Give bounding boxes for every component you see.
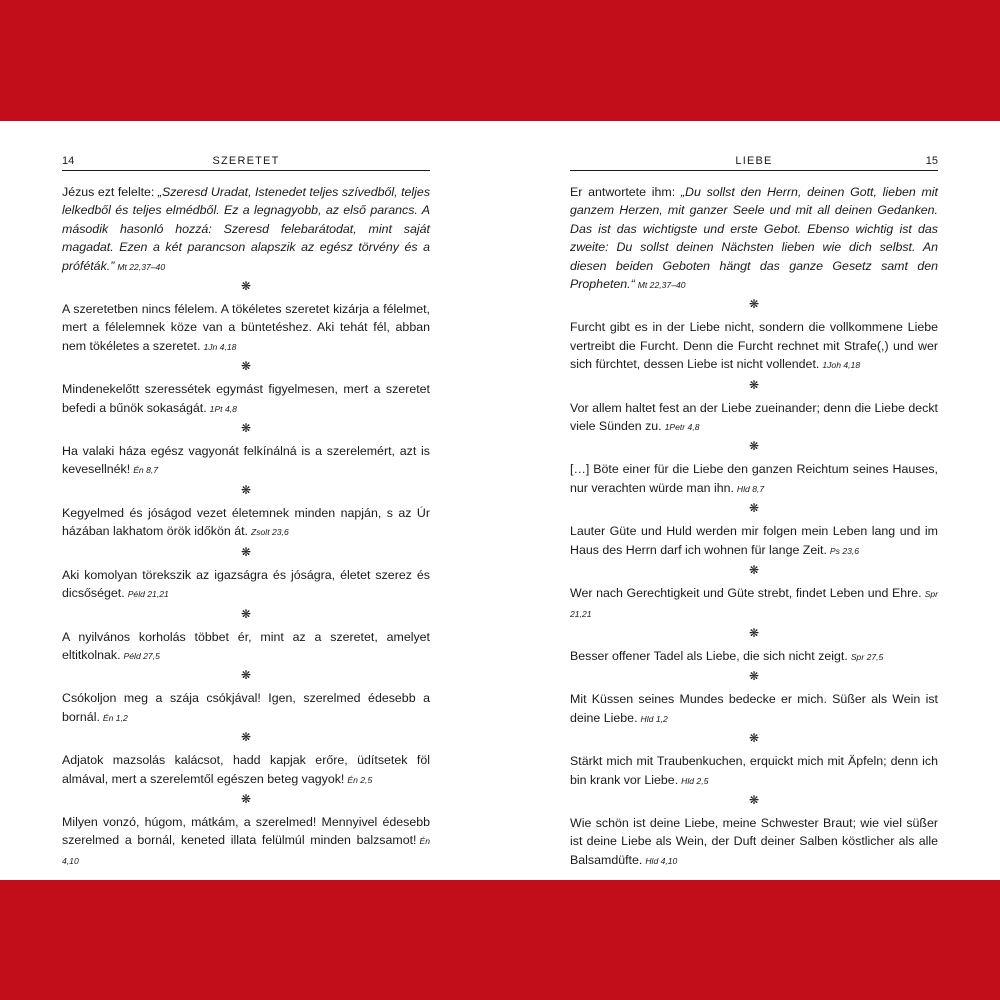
- verse-text: Wie schön ist deine Liebe, meine Schwester Braut; wie viel süßer ist deine Liebe als Wein, der Duft deiner Salben köstlicher als alle Balsamdüfte.: [570, 815, 938, 867]
- verse-text: A nyilvános korholás többet ér, mint az a szeretet, amelyet eltitkolnak.: [62, 629, 430, 662]
- verse-reference: 1Joh 4,18: [822, 360, 861, 371]
- verse-entry: [62, 628, 430, 666]
- verse-entry: [62, 442, 430, 480]
- verse-entry: [570, 584, 938, 623]
- separator-ornament-icon: ❋: [748, 669, 760, 684]
- verse-reference: Hld 8,7: [736, 483, 765, 494]
- verse-text: Milyen vonzó, húgom, mátkám, a szerelmed! Mennyivel édesebb szerelmed a bornál, keneted illata felülmúl minden balzsamot!: [62, 814, 430, 848]
- verse-reference: 1Petr 4,8: [664, 422, 700, 433]
- right-running-head: [570, 152, 938, 171]
- verse-entry: [570, 752, 938, 790]
- page-number: 15: [925, 155, 938, 167]
- verse-entry: [570, 522, 938, 560]
- verse-entry: [62, 183, 430, 276]
- separator-ornament-icon: ❋: [240, 730, 252, 745]
- verse-entry: [570, 399, 938, 437]
- verse-quote: „Du sollst den Herrn, deinen Gott, lieben mit ganzem Herzen, mit ganzer Seele und mit all deinen Gedanken. Das ist das wichtigste und erste Gebot. Ebenso wichtig ist das zweite: Du sollst deinen Nächsten lieben wie dich selbst. An diesen beiden Geboten hängt das ganze Gesetz samt den Propheten.“: [570, 185, 938, 292]
- verse-text: Er antwortete ihm:: [570, 185, 681, 199]
- separator-ornament-icon: ❋: [240, 359, 252, 374]
- verse-reference: Zsolt 23,6: [250, 527, 289, 538]
- separator-ornament-icon: ❋: [240, 544, 252, 559]
- separator-ornament-icon: ❋: [748, 625, 760, 640]
- verse-reference: Hld 1,2: [640, 713, 668, 724]
- verse-reference: Én 8,7: [133, 465, 159, 476]
- verse-entry: [62, 813, 430, 870]
- verse-entry: [570, 647, 938, 666]
- right-body-text: [570, 183, 938, 870]
- verse-reference: 1Jn 4,18: [203, 341, 237, 352]
- verse-text: Adjatok mazsolás kalácsot, hadd kapjak erőre, üdítsetek föl almával, mert a szerelemtől egészen beteg vagyok!: [62, 753, 430, 786]
- verse-reference: Hld 4,10: [645, 855, 678, 866]
- verse-entry: [570, 814, 938, 870]
- verse-text: Lauter Güte und Huld werden mir folgen mein Leben lang und im Haus des Herrn darf ich wohnen für lange Zeit.: [570, 524, 938, 557]
- verse-text: Vor allem haltet fest an der Liebe zueinander; denn die Liebe deckt viele Sünden zu.: [570, 400, 938, 434]
- verse-entry: [62, 504, 430, 542]
- verse-text: Mit Küssen seines Mundes bedecke er mich. Süßer als Wein ist deine Liebe.: [570, 692, 938, 725]
- verse-text: Mindenekelőtt szeressétek egymást figyelmesen, mert a szeretet befedi a bűnök sokaságát.: [62, 382, 430, 415]
- separator-ornament-icon: ❋: [748, 792, 760, 807]
- separator-ornament-icon: ❋: [240, 791, 252, 806]
- verse-entry: [62, 380, 430, 418]
- verse-text: Aki komolyan törekszik az igazságra és jóságra, életet szerez és dicsőséget.: [62, 567, 430, 601]
- separator-ornament-icon: ❋: [748, 731, 760, 746]
- verse-text: Csókoljon meg a szája csókjával! Igen, szerelmed édesebb a bornál.: [62, 691, 430, 724]
- right-page: [570, 152, 938, 870]
- separator-ornament-icon: ❋: [240, 279, 252, 294]
- separator-ornament-icon: ❋: [748, 297, 760, 312]
- verse-text: Kegyelmed és jóságod vezet életemnek minden napján, s az Úr házában lakhatom örök időkön át.: [62, 505, 430, 539]
- verse-entry: [62, 689, 430, 727]
- verse-entry: [62, 300, 430, 356]
- separator-ornament-icon: ❋: [240, 606, 252, 621]
- verse-entry: [570, 318, 938, 374]
- verse-entry: [62, 751, 430, 789]
- separator-ornament-icon: ❋: [748, 563, 760, 578]
- verse-reference: Spr 27,5: [850, 651, 884, 662]
- verse-entry: [62, 566, 430, 604]
- verse-text: A szeretetben nincs félelem. A tökéletes szeretet kizárja a félelmet, mert a félelemnek köze van a büntetéshez. Aki tehát fél, abban nem tökéletes a szeretet.: [62, 302, 430, 353]
- separator-ornament-icon: ❋: [748, 501, 760, 516]
- verse-reference: Ps 23,6: [829, 545, 860, 556]
- verse-reference: Én 4,10: [62, 836, 430, 866]
- left-body-text: [62, 183, 430, 870]
- verse-entry: [570, 183, 938, 294]
- verse-text: Ha valaki háza egész vagyonát felkínálná is a szerelemért, azt is kevesellnék!: [62, 444, 430, 477]
- top-red-band: [0, 0, 1000, 121]
- verse-text: […] Böte einer für die Liebe den ganzen Reichtum seines Hauses, nur verachten würde man ihn.: [570, 462, 938, 495]
- verse-reference: Mt 22,37–40: [637, 280, 686, 291]
- verse-text: Furcht gibt es in der Liebe nicht, sondern die vollkommene Liebe vertreibt die Furcht. Denn die Furcht rechnet mit Strafe(,) und wer sich fürchtet, dessen Liebe ist nicht vollendet.: [570, 320, 938, 372]
- page-number: 14: [62, 155, 75, 167]
- running-title: LIEBE: [735, 155, 773, 167]
- verse-reference: Én 2,5: [347, 774, 373, 785]
- separator-ornament-icon: ❋: [240, 668, 252, 683]
- separator-ornament-icon: ❋: [240, 421, 252, 436]
- verse-text: Besser offener Tadel als Liebe, die sich nicht zeigt.: [570, 648, 848, 663]
- verse-reference: Spr 21,21: [570, 589, 938, 619]
- verse-text: Wer nach Gerechtigkeit und Güte strebt, findet Leben und Ehre.: [570, 586, 922, 601]
- verse-quote: „Szeresd Uradat, Istenedet teljes szívedből, teljes lelkedből és teljes elmédből. Ez a legnagyobb, az első parancs. A második hasonló hozzá: Szeresd felebarátodat, mint saját magadat. Ezen a két parancson alapszik az egész törvény és a próféták.”: [62, 185, 431, 273]
- verse-reference: Én 1,2: [102, 712, 128, 723]
- separator-ornament-icon: ❋: [748, 439, 760, 454]
- left-running-head: [62, 152, 430, 171]
- verse-entry: [570, 460, 938, 498]
- verse-reference: 1Pt 4,8: [209, 403, 237, 414]
- verse-reference: Mt 22,37–40: [117, 261, 166, 272]
- verse-reference: Hld 2,5: [681, 775, 709, 786]
- left-page: [62, 152, 430, 870]
- verse-text: Jézus ezt felelte:: [62, 185, 158, 199]
- verse-reference: Péld 21,21: [127, 589, 169, 600]
- verse-entry: [570, 690, 938, 728]
- verse-reference: Péld 27,5: [123, 650, 160, 661]
- running-title: SZERETET: [212, 155, 280, 167]
- bottom-red-band: [0, 880, 1000, 1000]
- separator-ornament-icon: ❋: [748, 377, 760, 392]
- verse-text: Stärkt mich mit Traubenkuchen, erquickt mich mit Äpfeln; denn ich bin krank vor Liebe.: [570, 754, 938, 787]
- separator-ornament-icon: ❋: [240, 482, 252, 497]
